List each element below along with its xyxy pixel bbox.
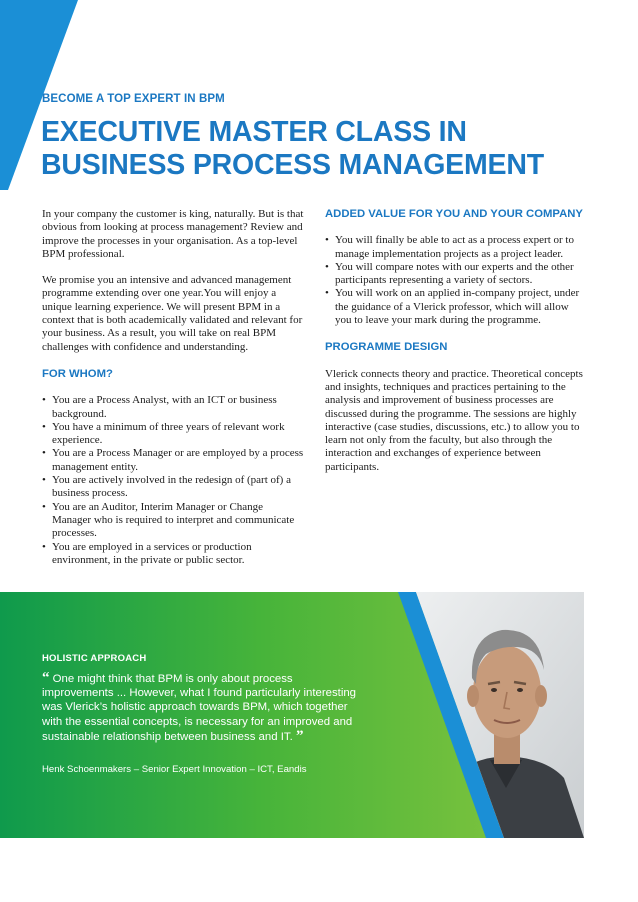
left-column [42, 208, 304, 567]
programme-design-heading: PROGRAMME DESIGN [325, 341, 448, 354]
list-item: • You have a minimum of three years of relevant work experience. [42, 421, 304, 448]
testimonial-attribution: Henk Schoenmakers – Senior Expert Innovation – ICT, Eandis [42, 764, 307, 775]
right-column [325, 208, 587, 474]
title-line-1: EXECUTIVE MASTER CLASS IN [41, 116, 467, 148]
testimonial-heading: HOLISTIC APPROACH [42, 653, 147, 664]
list-item: • You are a Process Analyst, with an ICT or business background. [42, 394, 304, 421]
intro-paragraph-2: We promise you an intensive and advanced management programme extending over one year.You will enjoy a unique learning experience. We will present BPM in a context that is both academically validated and relevant for your business. As a result, you will take on real BPM challenges with confidence and understanding. [42, 274, 303, 353]
for-whom-list [42, 394, 304, 567]
list-item: • You are an Auditor, Interim Manager or Change Manager who is required to interpret and communicate processes. [42, 501, 304, 541]
programme-design-text: Vlerick connects theory and practice. Theoretical concepts and insights, techniques and practices pertaining to the analysis and improvement of business processes are discussed during the programme. The sessions are highly interactive (case studies, discussions, etc.) to allow you to learn not only from the faculty, but also through the interaction and exchanges of experience between participants. [325, 367, 583, 473]
intro-paragraph-1: In your company the customer is king, naturally. But is that obvious from looking at process management? Review and improve the processes in your organisation. As a top-level BPM professional. [42, 208, 304, 260]
list-item: • You will compare notes with our experts and the other participants representing a variety of sectors. [325, 261, 587, 288]
testimonial-quote [42, 671, 362, 744]
close-quote-icon: ” [295, 727, 304, 744]
list-item: • You are a Process Manager or are employed by a process management entity. [42, 447, 304, 474]
added-value-list [325, 234, 587, 327]
quote-text: One might think that BPM is only about process improvements ... However, what I found particularly interesting was Vlerick’s holistic approach towards BPM, which together with the essential concepts, is necessary for an improved and sustainable relationship between business and IT. [42, 673, 357, 743]
page-title [41, 116, 544, 182]
list-item: • You will finally be able to act as a process expert or to manage implementation projects as a project leader. [325, 234, 587, 261]
kicker-text: BECOME A TOP EXPERT IN BPM [42, 93, 225, 105]
open-quote-icon: “ [42, 670, 50, 686]
list-item: • You will work on an applied in-company project, under the guidance of a Vlerick professor, which will allow you to leave your mark during the programme. [325, 287, 587, 327]
for-whom-heading: FOR WHOM? [42, 367, 113, 380]
list-item: • You are actively involved in the redesign of (part of) a business process. [42, 474, 304, 501]
title-line-2: BUSINESS PROCESS MANAGEMENT [41, 149, 544, 181]
list-item: • You are employed in a services or production environment, in the private or public sector. [42, 541, 304, 568]
testimonial-band [0, 592, 584, 838]
added-value-heading: ADDED VALUE FOR YOU AND YOUR COMPANY [325, 208, 583, 220]
